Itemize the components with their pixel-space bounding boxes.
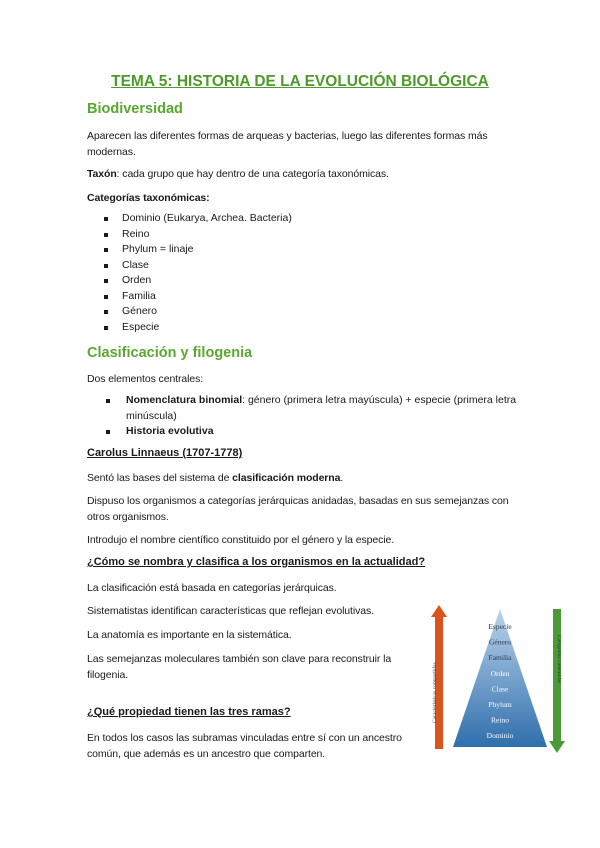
paragraph-linnaeus-1 xyxy=(87,470,527,486)
paragraph-biodiversidad: Aparecen las diferentes formas de arqueas y bacterias, luego las diferentes formas más modernas. xyxy=(87,130,488,158)
list-item: Familia xyxy=(100,289,292,305)
right-arrow-label: Categorías contenidas xyxy=(556,635,562,684)
categorias-heading: Categorías taxonómicas: xyxy=(87,192,210,204)
historia-term: Historia evolutiva xyxy=(126,425,214,437)
paragraph-dos-elementos: Dos elementos centrales: xyxy=(87,373,204,385)
pyramid-svg xyxy=(425,605,575,757)
text-span: Sentó las bases del sistema de xyxy=(87,472,233,484)
nomenclatura-term: Nomenclatura binomial xyxy=(126,394,243,406)
pyramid-level-label: Reino xyxy=(491,715,509,725)
taxonomy-pyramid-figure xyxy=(425,605,575,757)
list-item: Orden xyxy=(100,273,292,289)
list-item: Phylum = linaje xyxy=(100,242,292,258)
list-item: Género xyxy=(100,304,292,320)
pyramid-level-label: Dominio xyxy=(486,731,514,741)
list-item: Especie xyxy=(100,320,292,336)
pyramid-level-label: Clase xyxy=(491,684,509,694)
list-item: Clase xyxy=(100,258,292,274)
list-item: Reino xyxy=(100,227,292,243)
pyramid-level-label: Orden xyxy=(490,668,510,678)
clasificacion-moderna-term: clasificación moderna xyxy=(232,472,341,484)
text-span: . xyxy=(340,472,344,484)
heading-biodiversidad: Biodiversidad xyxy=(87,101,183,117)
paragraph-actualidad-4: Las semejanzas moleculares también son clave para reconstruir la filogenia. xyxy=(87,653,392,681)
nomenclatura-definition: : género (primera letra mayúscula) + especie (primera letra minúscula) xyxy=(126,394,517,422)
heading-actualidad: ¿Cómo se nombra y clasifica a los organismos en la actualidad? xyxy=(87,556,426,568)
pyramid-level-label: Phylum xyxy=(488,700,512,709)
paragraph-ramas: En todos los casos las subramas vinculadas entre sí con un ancestro común, que además es un ancestro que comparten. xyxy=(87,732,402,760)
pyramid-level-label: Género xyxy=(488,637,512,647)
list-item: Dominio (Eukarya, Archea. Bacteria) xyxy=(100,211,292,227)
paragraph-taxon xyxy=(87,166,527,182)
taxon-term: Taxón xyxy=(87,168,117,180)
paragraph-actualidad-1: La clasificación está basada en categorías jerárquicas. xyxy=(87,582,337,594)
paragraph-linnaeus-2: Dispuso los organismos a categorías jerárquicas anidadas, basadas en sus semejanzas con otros organismos. xyxy=(87,495,509,523)
heading-linnaeus: Carolus Linnaeus (1707-1778) xyxy=(87,447,243,459)
elementos-list xyxy=(100,393,520,440)
document-title: TEMA 5: HISTORIA DE LA EVOLUCIÓN BIOLÓGICA xyxy=(111,73,489,90)
paragraph-actualidad-2: Sistematistas identifican características que reflejan evolutivas. xyxy=(87,605,374,617)
pyramid-level-label: Especie xyxy=(488,622,512,631)
list-item xyxy=(100,424,520,440)
left-arrow-label: Características compartidas xyxy=(432,662,438,723)
paragraph-actualidad-3: La anatomía es importante en la sistemática. xyxy=(87,629,292,641)
paragraph-linnaeus-3: Introdujo el nombre científico constituido por el género y la especie. xyxy=(87,534,395,546)
pyramid-level-label: Familia xyxy=(488,653,512,663)
list-item xyxy=(100,393,520,424)
heading-ramas: ¿Qué propiedad tienen las tres ramas? xyxy=(87,706,291,718)
heading-clasificacion: Clasificación y filogenia xyxy=(87,345,253,361)
categorias-list xyxy=(100,211,292,335)
taxon-definition: : cada grupo que hay dentro de una categoría taxonómicas. xyxy=(116,168,389,180)
